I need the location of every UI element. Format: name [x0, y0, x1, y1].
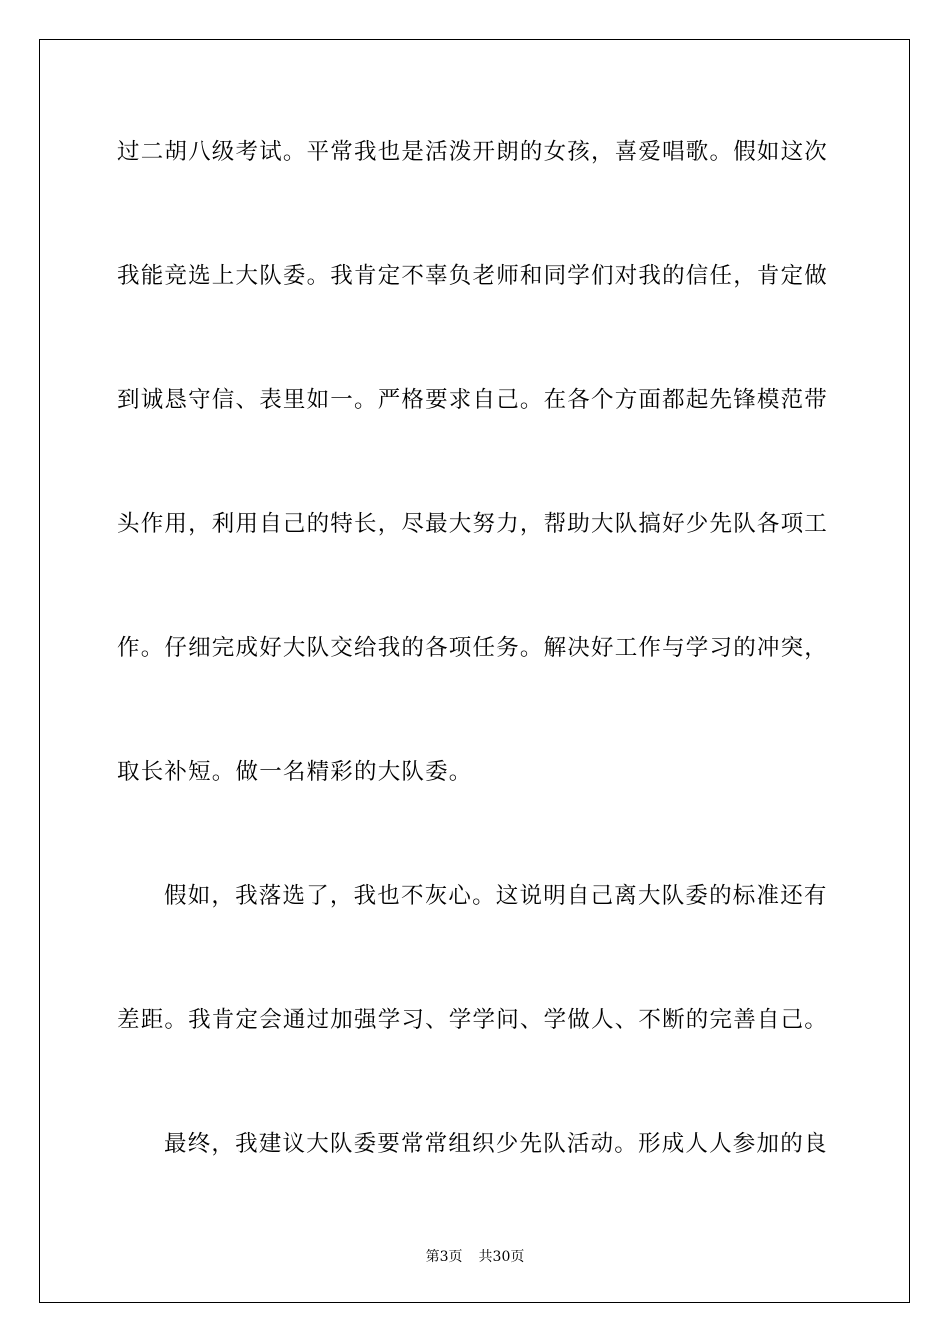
body-line-5: 作。仔细完成好大队交给我的各项任务。解决好工作与学习的冲突，: [117, 635, 829, 661]
body-line-7: 假如，我落选了，我也不灰心。这说明自己离大队委的标准还有: [164, 883, 828, 909]
page-total: 共30页: [478, 1249, 525, 1265]
body-line-4: 头作用，利用自己的特长，尽最大努力，帮助大队搞好少先队各项工: [117, 511, 829, 537]
page-frame: [39, 39, 910, 1303]
body-line-8: 差距。我肯定会通过加强学习、学学问、学做人、不断的完善自己。: [117, 1007, 829, 1033]
body-line-9: 最终，我建议大队委要常常组织少先队活动。形成人人参加的良: [164, 1131, 828, 1157]
page-number: 第3页: [425, 1249, 463, 1265]
body-line-1: 过二胡八级考试。平常我也是活泼开朗的女孩，喜爱唱歌。假如这次: [117, 139, 829, 165]
body-line-6: 取长补短。做一名精彩的大队委。: [117, 759, 473, 785]
body-line-3: 到诚恳守信、表里如一。严格要求自己。在各个方面都起先锋模范带: [117, 387, 829, 413]
body-line-2: 我能竞选上大队委。我肯定不辜负老师和同学们对我的信任，肯定做: [117, 263, 829, 289]
page-footer: [0, 1248, 950, 1266]
